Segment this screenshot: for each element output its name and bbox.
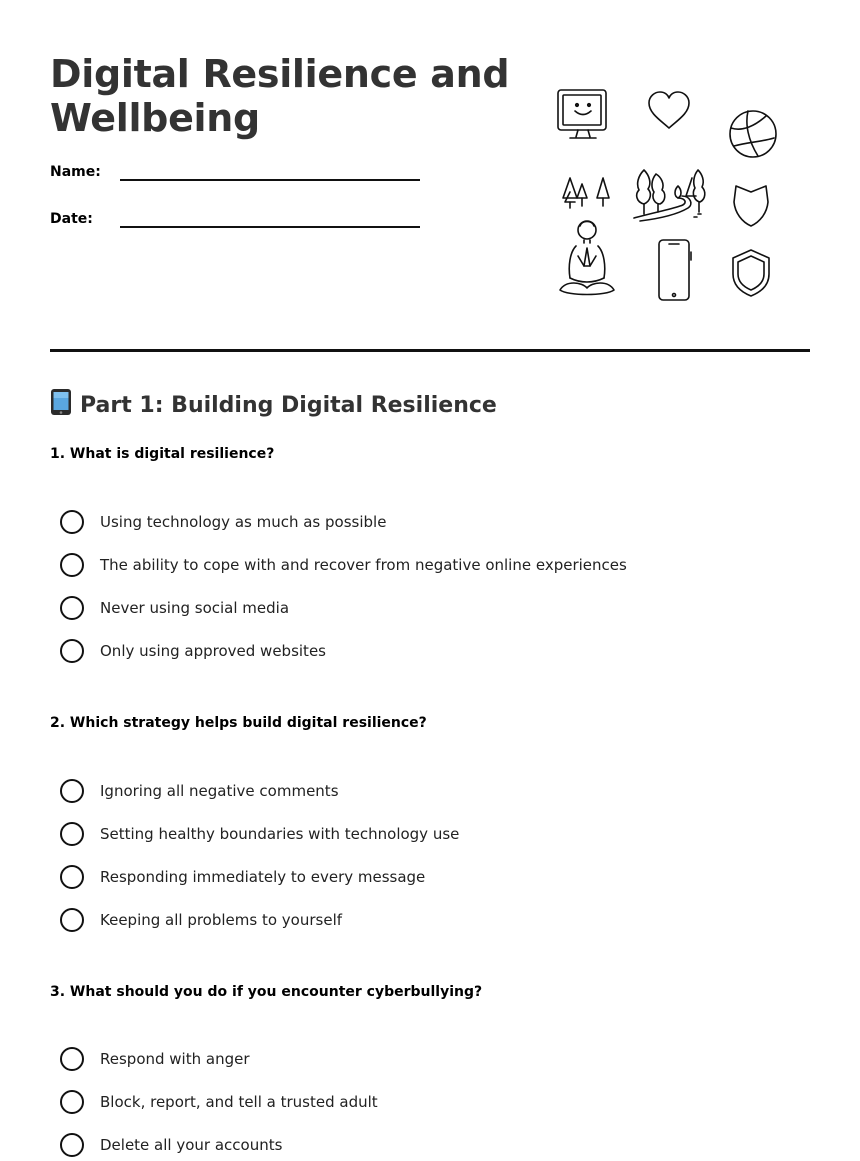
option-label: Never using social media [100,599,290,617]
question-1: 1. What is digital resilience? [50,446,275,462]
option-label: Delete all your accounts [100,1136,283,1154]
smartphone-icon [659,240,691,300]
option-label: Responding immediately to every message [100,868,426,886]
option-label: Setting healthy boundaries with technology use [100,825,460,843]
radio-button[interactable] [60,639,84,663]
radio-button[interactable] [60,908,84,932]
title-line-1: Digital Resilience and [50,52,510,96]
forest-river-icon [634,170,705,221]
shield-icon [733,250,769,296]
radio-button[interactable] [60,822,84,846]
name-line[interactable] [120,179,420,181]
date-field[interactable] [50,211,470,235]
radio-button[interactable] [60,779,84,803]
radio-button[interactable] [60,865,84,889]
q3-option-3[interactable] [60,1132,282,1158]
option-label: Using technology as much as possible [100,513,387,531]
q3-option-1[interactable] [60,1046,250,1072]
q3-option-2[interactable] [60,1089,378,1115]
option-label: The ability to cope with and recover from negative online experiences [100,556,627,574]
question-2: 2. Which strategy helps build digital resilience? [50,715,427,731]
section-title: Part 1: Building Digital Resilience [80,393,497,418]
shield-icon [734,186,768,226]
radio-button[interactable] [60,510,84,534]
page-title [50,52,520,140]
q2-option-3[interactable] [60,864,425,890]
mobile-phone-icon [50,388,72,416]
question-3: 3. What should you do if you encounter cyberbullying? [50,984,483,1000]
title-line-2: Wellbeing [50,96,260,140]
date-line[interactable] [120,226,420,228]
q2-option-4[interactable] [60,907,342,933]
q2-option-2[interactable] [60,821,459,847]
ball-icon [730,111,776,157]
section-heading [50,388,497,422]
heart-icon [649,92,689,128]
option-label: Block, report, and tell a trusted adult [100,1093,378,1111]
q1-option-3[interactable] [60,595,289,621]
q1-option-4[interactable] [60,638,326,664]
option-label: Keeping all problems to yourself [100,911,343,929]
radio-button[interactable] [60,1090,84,1114]
name-field[interactable] [50,164,470,188]
header-divider [50,349,810,352]
q1-option-2[interactable] [60,552,627,578]
q1-option-1[interactable] [60,509,386,535]
date-label: Date: [50,211,93,227]
pine-trees-icon [563,178,609,208]
radio-button[interactable] [60,1047,84,1071]
radio-button[interactable] [60,553,84,577]
monitor-smiley-icon [558,90,606,138]
option-label: Only using approved websites [100,642,326,660]
option-label: Respond with anger [100,1050,250,1068]
name-label: Name: [50,164,101,180]
meditation-figure-icon [560,221,614,295]
radio-button[interactable] [60,1133,84,1157]
option-label: Ignoring all negative comments [100,782,339,800]
radio-button[interactable] [60,596,84,620]
q2-option-1[interactable] [60,778,339,804]
wellbeing-illustrations [548,80,788,312]
